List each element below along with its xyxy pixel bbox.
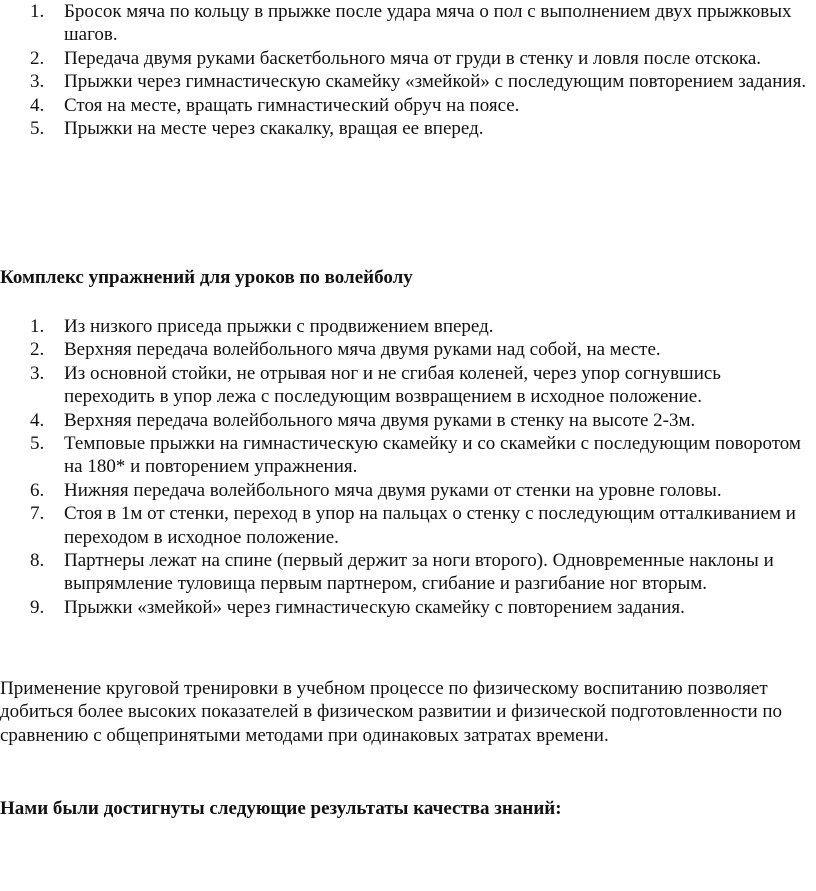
list-item-number: 8.	[30, 550, 45, 572]
list-item-text: Стоя в 1м от стенки, переход в упор на пальцах о стенку с последующим отталкиванием и переходом в исходное положение.	[64, 503, 796, 548]
list-item	[0, 315, 816, 338]
list-item-text: Стоя на месте, вращать гимнастический обруч на поясе.	[64, 94, 520, 116]
list-item-number: 7.	[30, 503, 45, 525]
list-item-text: Партнеры лежат на спине (первый держит за ноги второго). Одновременные наклоны и выпрямление туловища первым партнером, сгибание и разгибание ног вторым.	[64, 550, 774, 595]
list-item-text: Прыжки через гимнастическую скамейку «змейкой» с последующим повторением задания.	[64, 71, 807, 93]
list-item	[0, 94, 816, 117]
list-item-number: 3.	[30, 362, 45, 384]
list-item-number: 5.	[30, 433, 45, 455]
list-item-number: 3.	[30, 71, 45, 93]
list-item	[0, 432, 816, 479]
results-heading: Нами были достигнуты следующие результаты качества знаний:	[0, 798, 562, 819]
basketball-exercise-list	[0, 0, 816, 140]
list-item-text: Из низкого приседа прыжки с продвижением вперед.	[64, 316, 494, 337]
list-item-text: Верхняя передача волейбольного мяча двумя руками в стенку на высоте 2-3м.	[64, 409, 696, 431]
list-item-number: 5.	[30, 118, 45, 140]
list-item	[0, 596, 816, 619]
list-item-text: Прыжки «змейкой» через гимнастическую скамейку с повторением задания.	[64, 596, 685, 618]
list-item-number: 1.	[30, 316, 45, 337]
body-paragraph: Применение круговой тренировки в учебном процессе по физическому воспитанию позволяет добиться более высоких показателей в физическом развитии и физической подготовленности по сравнению с общепринятыми методами при одинаковых затратах времени.	[0, 678, 783, 746]
list-item-text: Бросок мяча по кольцу в прыжке после удара мяча о пол с выполнением двух прыжковых шагов.	[64, 1, 792, 46]
list-item-number: 2.	[30, 339, 45, 361]
list-item-text: Передача двумя руками баскетбольного мяча от груди в стенку и ловля после отскока.	[64, 47, 762, 69]
list-item-text: Из основной стойки, не отрывая ног и не сгибая коленей, через упор согнувшись переходить в упор лежа с последующим возвращением в исходное положение.	[64, 362, 721, 408]
list-item	[0, 362, 816, 409]
list-item	[0, 549, 816, 596]
list-item	[0, 47, 816, 70]
list-item-number: 6.	[30, 479, 45, 501]
list-item-number: 2.	[30, 47, 45, 69]
list-item-number: 1.	[30, 1, 45, 22]
volleyball-section-heading: Комплекс упражнений для уроков по волейболу	[0, 267, 413, 288]
list-item	[0, 338, 816, 361]
list-item-number: 9.	[30, 596, 45, 618]
list-item	[0, 117, 816, 140]
list-item	[0, 409, 816, 432]
volleyball-exercise-list	[0, 315, 816, 619]
list-item	[0, 0, 816, 47]
list-item-text: Верхняя передача волейбольного мяча двумя руками над собой, на месте.	[64, 339, 661, 361]
list-item-text: Нижняя передача волейбольного мяча двумя руками от стенки на уровне головы.	[64, 479, 722, 501]
list-item-number: 4.	[30, 409, 45, 431]
list-item-text: Темповые прыжки на гимнастическую скамейку и со скамейки с последующим поворотом на 180* и повторением упражнения.	[64, 433, 801, 478]
list-item	[0, 502, 816, 549]
list-item	[0, 479, 816, 502]
list-item-number: 4.	[30, 94, 45, 116]
list-item	[0, 70, 816, 93]
list-item-text: Прыжки на месте через скакалку, вращая ее вперед.	[64, 118, 484, 140]
